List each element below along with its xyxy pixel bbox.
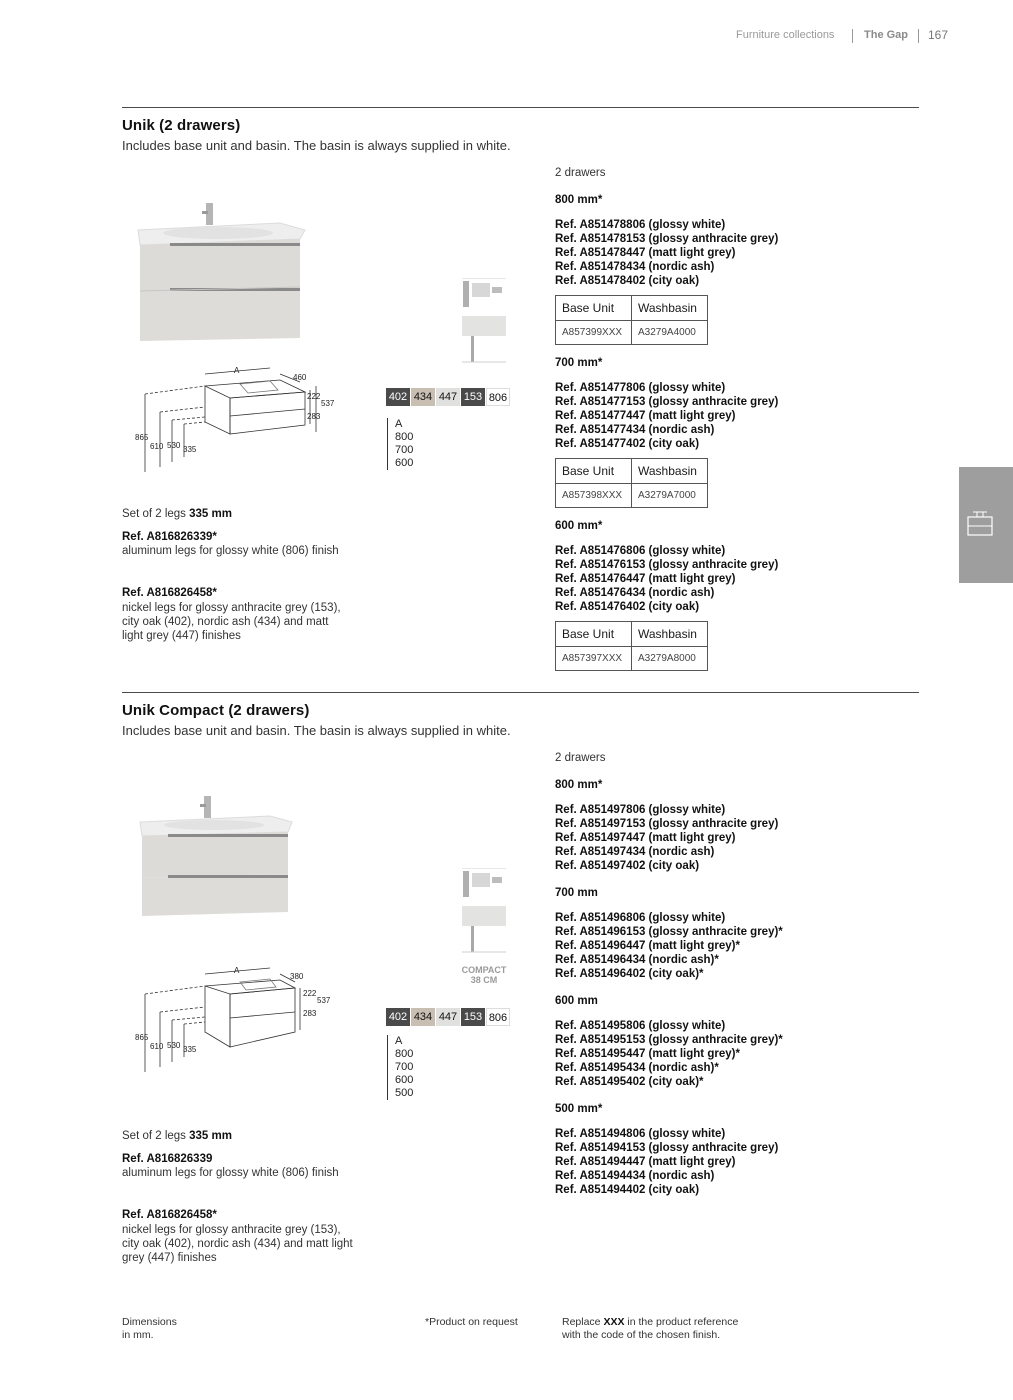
legs-set bbox=[122, 508, 232, 520]
ref-line: Ref. A851495402 (city oak)* bbox=[555, 1076, 704, 1088]
drawing-label-leg1: 610 bbox=[150, 1042, 164, 1051]
swatch-806: 806 bbox=[486, 388, 510, 406]
ref-line: Ref. A851478806 (glossy white) bbox=[555, 219, 726, 231]
drawing-label-leg2: 530 bbox=[167, 1041, 181, 1050]
header-section: Furniture collections bbox=[736, 29, 835, 41]
ref-line: Ref. A851497447 (matt light grey) bbox=[555, 832, 736, 844]
footer-replace-suffix: in the product reference bbox=[624, 1316, 739, 1328]
leg-ref: Ref. A816826339* bbox=[122, 531, 217, 543]
leg-description bbox=[122, 601, 341, 643]
drawers-label: 2 drawers bbox=[555, 167, 606, 179]
legs-set-label: Set of 2 legs bbox=[122, 1130, 186, 1142]
ref-line: Ref. A851494434 (nordic ash) bbox=[555, 1170, 715, 1182]
ref-line: Ref. A851478434 (nordic ash) bbox=[555, 261, 715, 273]
section-subtitle: Includes base unit and basin. The basin is always supplied in white. bbox=[122, 138, 511, 153]
leg-photo bbox=[458, 868, 508, 953]
page-number: 167 bbox=[928, 28, 949, 42]
code-table bbox=[555, 458, 708, 508]
drawing-label-h3: 283 bbox=[303, 1009, 317, 1018]
leg-description-line: light grey (447) finishes bbox=[122, 630, 241, 642]
legs-set-size: 335 mm bbox=[189, 508, 232, 520]
dimension-value: 800 bbox=[395, 431, 414, 443]
drawing-label-h2: 537 bbox=[321, 399, 335, 408]
size-label: 700 mm* bbox=[555, 357, 603, 369]
footer-line: with the code of the chosen finish. bbox=[562, 1329, 721, 1341]
ref-line: Ref. A851477434 (nordic ash) bbox=[555, 424, 715, 436]
leg-description-line: city oak (402), nordic ash (434) and matt light bbox=[122, 1238, 353, 1250]
dimension-list bbox=[387, 418, 413, 470]
table-cell: A3279A7000 bbox=[632, 484, 708, 508]
ref-line: Ref. A851478153 (glossy anthracite grey) bbox=[555, 233, 779, 245]
size-label: 800 mm* bbox=[555, 194, 603, 206]
footer-dimensions bbox=[122, 1316, 177, 1342]
legs-set-label: Set of 2 legs bbox=[122, 508, 186, 520]
size-label: 600 mm* bbox=[555, 520, 603, 532]
header-collection: The Gap bbox=[864, 29, 909, 41]
section-title: Unik Compact (2 drawers) bbox=[122, 702, 310, 719]
ref-line: Ref. A851496434 (nordic ash)* bbox=[555, 954, 719, 966]
ref-line: Ref. A851496447 (matt light grey)* bbox=[555, 940, 740, 952]
header-divider bbox=[852, 29, 853, 43]
leg-ref: Ref. A816826458* bbox=[122, 1209, 217, 1221]
leg-description-line: nickel legs for glossy anthracite grey (153), bbox=[122, 602, 341, 614]
code-table bbox=[555, 295, 708, 345]
footer-line: in mm. bbox=[122, 1329, 154, 1341]
ref-line: Ref. A851494447 (matt light grey) bbox=[555, 1156, 736, 1168]
ref-line: Ref. A851477806 (glossy white) bbox=[555, 382, 726, 394]
table-header: Washbasin bbox=[632, 622, 708, 647]
section-subtitle: Includes base unit and basin. The basin is always supplied in white. bbox=[122, 723, 511, 738]
ref-line: Ref. A851476434 (nordic ash) bbox=[555, 587, 715, 599]
table-cell: A857399XXX bbox=[556, 321, 632, 345]
ref-line: Ref. A851494153 (glossy anthracite grey) bbox=[555, 1142, 779, 1154]
ref-line: Ref. A851495153 (glossy anthracite grey)* bbox=[555, 1034, 783, 1046]
drawing-label-h3: 283 bbox=[307, 412, 321, 421]
section-divider bbox=[122, 692, 919, 693]
dimension-value: 600 bbox=[395, 457, 414, 469]
swatch-434: 434 bbox=[411, 1008, 435, 1026]
table-cell: A3279A4000 bbox=[632, 321, 708, 345]
size-label: 600 mm bbox=[555, 995, 598, 1007]
ref-line: Ref. A851494806 (glossy white) bbox=[555, 1128, 726, 1140]
dimension-header: A bbox=[395, 418, 403, 430]
ref-line: Ref. A851495806 (glossy white) bbox=[555, 1020, 726, 1032]
ref-line: Ref. A851495447 (matt light grey)* bbox=[555, 1048, 740, 1060]
drawing-label-leg3: 335 bbox=[183, 445, 197, 454]
ref-list bbox=[555, 803, 778, 873]
header-divider bbox=[918, 29, 919, 43]
drawing-label-a: A bbox=[234, 366, 240, 375]
dimension-value: 600 bbox=[395, 1074, 414, 1086]
ref-line: Ref. A851476447 (matt light grey) bbox=[555, 573, 736, 585]
table-cell: A3279A8000 bbox=[632, 647, 708, 671]
drawing-label-depth: 380 bbox=[290, 972, 304, 981]
technical-drawing bbox=[130, 362, 350, 482]
leg-ref: Ref. A816826339 bbox=[122, 1153, 213, 1165]
ref-list bbox=[555, 544, 778, 614]
footer-on-request: *Product on request bbox=[425, 1316, 518, 1328]
drawing-label-a: A bbox=[234, 966, 240, 975]
drawing-label-h1: 222 bbox=[307, 392, 321, 401]
drawing-label-leg3: 335 bbox=[183, 1045, 197, 1054]
product-photo bbox=[130, 790, 300, 925]
ref-line: Ref. A851478402 (city oak) bbox=[555, 275, 700, 287]
code-table bbox=[555, 621, 708, 671]
ref-line: Ref. A851496402 (city oak)* bbox=[555, 968, 704, 980]
leg-description: aluminum legs for glossy white (806) finish bbox=[122, 545, 339, 557]
side-tab[interactable] bbox=[959, 467, 1013, 583]
leg-photo bbox=[458, 278, 508, 363]
table-header: Base Unit bbox=[556, 296, 632, 321]
section-title: Unik (2 drawers) bbox=[122, 117, 241, 134]
drawers-label: 2 drawers bbox=[555, 752, 606, 764]
leg-ref: Ref. A816826458* bbox=[122, 587, 217, 599]
section-divider bbox=[122, 107, 919, 108]
leg-description-line: nickel legs for glossy anthracite grey (153), bbox=[122, 1224, 341, 1236]
table-cell: A857398XXX bbox=[556, 484, 632, 508]
table-header: Washbasin bbox=[632, 459, 708, 484]
table-header: Base Unit bbox=[556, 459, 632, 484]
swatch-434: 434 bbox=[411, 388, 435, 406]
ref-list bbox=[555, 218, 778, 288]
ref-list bbox=[555, 381, 778, 451]
ref-line: Ref. A851497402 (city oak) bbox=[555, 860, 700, 872]
compact-label-line: 38 CM bbox=[470, 975, 498, 985]
leg-description-line: city oak (402), nordic ash (434) and matt bbox=[122, 616, 329, 628]
ref-line: Ref. A851477153 (glossy anthracite grey) bbox=[555, 396, 779, 408]
size-label: 800 mm* bbox=[555, 779, 603, 791]
ref-line: Ref. A851497153 (glossy anthracite grey) bbox=[555, 818, 779, 830]
ref-line: Ref. A851476153 (glossy anthracite grey) bbox=[555, 559, 779, 571]
ref-list bbox=[555, 911, 783, 981]
ref-line: Ref. A851496806 (glossy white) bbox=[555, 912, 726, 924]
ref-line: Ref. A851496153 (glossy anthracite grey)* bbox=[555, 926, 783, 938]
legs-set bbox=[122, 1130, 232, 1142]
dimension-value: 500 bbox=[395, 1087, 414, 1099]
ref-line: Ref. A851478447 (matt light grey) bbox=[555, 247, 736, 259]
drawing-label-depth: 460 bbox=[293, 373, 307, 382]
dimension-value: 700 bbox=[395, 1061, 414, 1073]
product-photo bbox=[130, 195, 310, 350]
table-cell: A857397XXX bbox=[556, 647, 632, 671]
table-header: Base Unit bbox=[556, 622, 632, 647]
drawing-label-leg2: 530 bbox=[167, 441, 181, 450]
size-label: 700 mm bbox=[555, 887, 598, 899]
compact-label bbox=[458, 965, 510, 985]
footer-replace-prefix: Replace bbox=[562, 1316, 604, 1328]
technical-drawing bbox=[130, 962, 350, 1082]
ref-line: Ref. A851477402 (city oak) bbox=[555, 438, 700, 450]
leg-description bbox=[122, 1223, 353, 1265]
ref-line: Ref. A851497434 (nordic ash) bbox=[555, 846, 715, 858]
ref-line: Ref. A851476402 (city oak) bbox=[555, 601, 700, 613]
dimension-value: 800 bbox=[395, 1048, 414, 1060]
footer-replace-code: XXX bbox=[603, 1316, 625, 1328]
ref-list bbox=[555, 1127, 778, 1197]
drawing-label-total: 865 bbox=[135, 433, 149, 442]
swatch-402: 402 bbox=[386, 1008, 410, 1026]
compact-label-line: COMPACT bbox=[461, 965, 507, 975]
swatch-153: 153 bbox=[461, 1008, 485, 1026]
vanity-unit-icon bbox=[959, 467, 1013, 583]
drawing-label-leg1: 610 bbox=[150, 442, 164, 451]
ref-line: Ref. A851494402 (city oak) bbox=[555, 1184, 700, 1196]
leg-description-line: grey (447) finishes bbox=[122, 1252, 217, 1264]
legs-set-size: 335 mm bbox=[189, 1130, 232, 1142]
drawing-label-h2: 537 bbox=[317, 996, 331, 1005]
table-header: Washbasin bbox=[632, 296, 708, 321]
ref-line: Ref. A851497806 (glossy white) bbox=[555, 804, 726, 816]
drawing-label-total: 865 bbox=[135, 1033, 149, 1042]
ref-line: Ref. A851476806 (glossy white) bbox=[555, 545, 726, 557]
swatch-402: 402 bbox=[386, 388, 410, 406]
dimension-value: 700 bbox=[395, 444, 414, 456]
footer-replace-note bbox=[562, 1316, 738, 1342]
dimension-header: A bbox=[395, 1035, 403, 1047]
ref-list bbox=[555, 1019, 783, 1089]
leg-description: aluminum legs for glossy white (806) finish bbox=[122, 1167, 339, 1179]
size-label: 500 mm* bbox=[555, 1103, 603, 1115]
swatch-447: 447 bbox=[436, 1008, 460, 1026]
footer-line: Dimensions bbox=[122, 1316, 177, 1328]
ref-line: Ref. A851495434 (nordic ash)* bbox=[555, 1062, 719, 1074]
swatch-806: 806 bbox=[486, 1008, 510, 1026]
drawing-label-h1: 222 bbox=[303, 989, 317, 998]
swatch-447: 447 bbox=[436, 388, 460, 406]
swatch-153: 153 bbox=[461, 388, 485, 406]
ref-line: Ref. A851477447 (matt light grey) bbox=[555, 410, 736, 422]
dimension-list bbox=[387, 1035, 413, 1100]
